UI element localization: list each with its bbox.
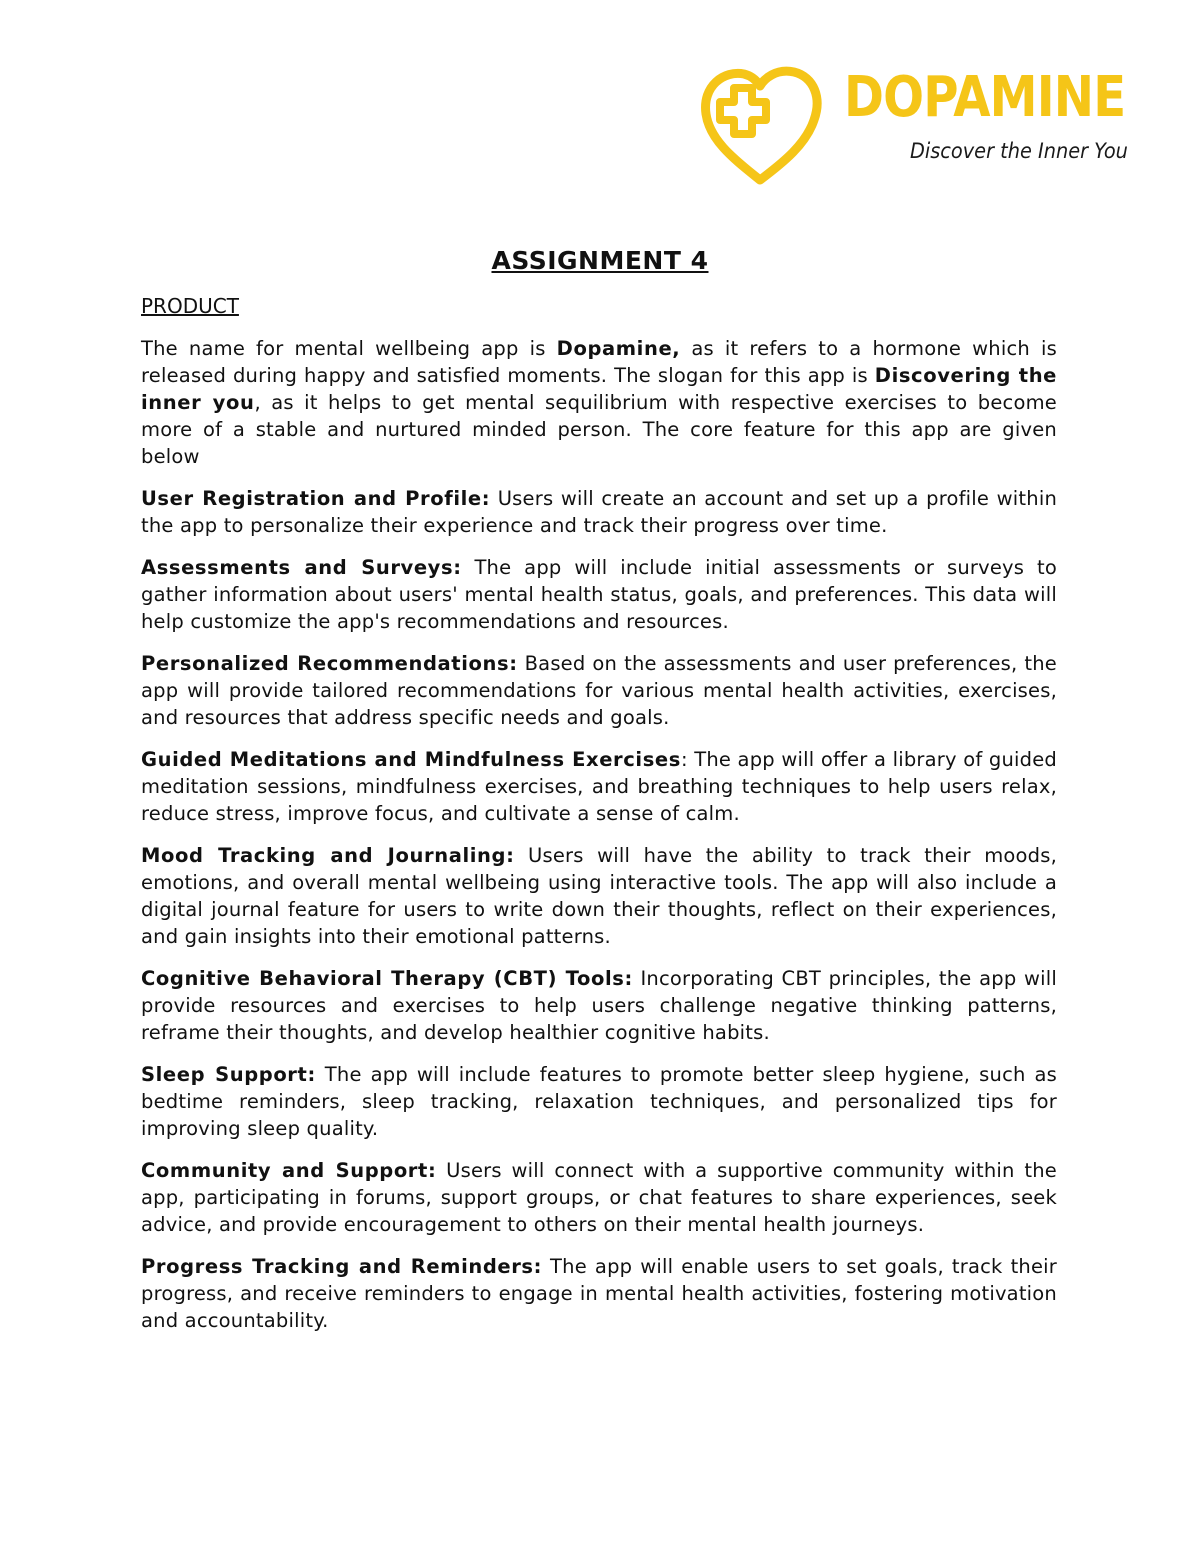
feature-heading: Guided Meditations and Mindfulness Exercises — [141, 748, 681, 771]
feature-paragraph — [141, 1157, 1057, 1238]
feature-heading: User Registration and Profile: — [141, 487, 491, 510]
feature-body: Incorporating CBT principles, the app will provide resources and exercises to help users challenge negative thinking patterns, reframe their thoughts, and develop healthier cognitive habits. — [141, 967, 1058, 1044]
brand-tagline: Discover the Inner You — [910, 139, 1128, 163]
page-title: ASSIGNMENT 4 — [491, 246, 709, 275]
feature-paragraph — [141, 485, 1057, 539]
feature-paragraph — [141, 1061, 1057, 1142]
feature-body: Based on the assessments and user preferences, the app will provide tailored recommendations for various mental health activities, exercises, and resources that address specific needs and goals. — [141, 652, 1057, 729]
feature-paragraph — [141, 554, 1057, 635]
feature-body: The app will include features to promote better sleep hygiene, such as bedtime reminders, sleep tracking, relaxation techniques, and personalized tips for improving sleep quality. — [141, 1063, 1057, 1140]
intro-bold-1: Dopamine, — [556, 337, 681, 360]
intro-text-1: The name for mental wellbeing app is — [141, 337, 557, 360]
feature-heading: Sleep Support: — [141, 1063, 316, 1086]
feature-heading: Cognitive Behavioral Therapy (CBT) Tools: — [141, 967, 633, 990]
brand-name: DOPAMINE — [844, 65, 1126, 130]
feature-body: Users will have the ability to track their moods, emotions, and overall mental wellbeing using interactive tools. The app will also include a digital journal feature for users to write down their thoughts, reflect on their experiences, and gain insights into their emotional patterns. — [141, 844, 1057, 948]
feature-body: : The app will offer a library of guided meditation sessions, mindfulness exercises, and breathing techniques to help users relax, reduce stress, improve focus, and cultivate a sense of calm. — [141, 748, 1058, 825]
feature-body: The app will enable users to set goals, track their progress, and receive reminders to engage in mental health activities, fostering motivation and accountability. — [141, 1255, 1058, 1332]
dopamine-logo — [698, 62, 1158, 187]
feature-paragraph — [141, 842, 1057, 950]
intro-text-3: , as it helps to get mental sequilibrium with respective exercises to become more of a stable and nurtured minded person. The core feature for this app are given below — [141, 391, 1057, 468]
feature-heading: Assessments and Surveys: — [141, 556, 462, 579]
section-heading: PRODUCT — [141, 294, 239, 318]
feature-body: The app will include initial assessments or surveys to gather information about users' mental health status, goals, and preferences. This data will help customize the app's recommendations and resources. — [141, 556, 1057, 633]
intro-paragraph — [141, 335, 1057, 470]
intro-bold-2: Discovering the inner you — [141, 364, 1058, 414]
heart-cross-icon — [698, 62, 822, 186]
feature-paragraph — [141, 965, 1057, 1046]
feature-paragraph — [141, 650, 1057, 731]
feature-heading: Mood Tracking and Journaling: — [141, 844, 515, 867]
feature-paragraph — [141, 1253, 1057, 1334]
feature-heading: Community and Support: — [141, 1159, 437, 1182]
intro-text-2: as it refers to a hormone which is released during happy and satisfied moments. The slogan for this app is — [141, 337, 1057, 387]
document-body — [141, 293, 1057, 1349]
feature-heading: Progress Tracking and Reminders: — [141, 1255, 543, 1278]
feature-paragraph — [141, 746, 1057, 827]
feature-heading: Personalized Recommendations: — [141, 652, 518, 675]
feature-body: Users will connect with a supportive community within the app, participating in forums, support groups, or chat features to share experiences, seek advice, and provide encouragement to others on their mental health journeys. — [141, 1159, 1057, 1236]
feature-body: Users will create an account and set up a profile within the app to personalize their experience and track their progress over time. — [141, 487, 1058, 537]
